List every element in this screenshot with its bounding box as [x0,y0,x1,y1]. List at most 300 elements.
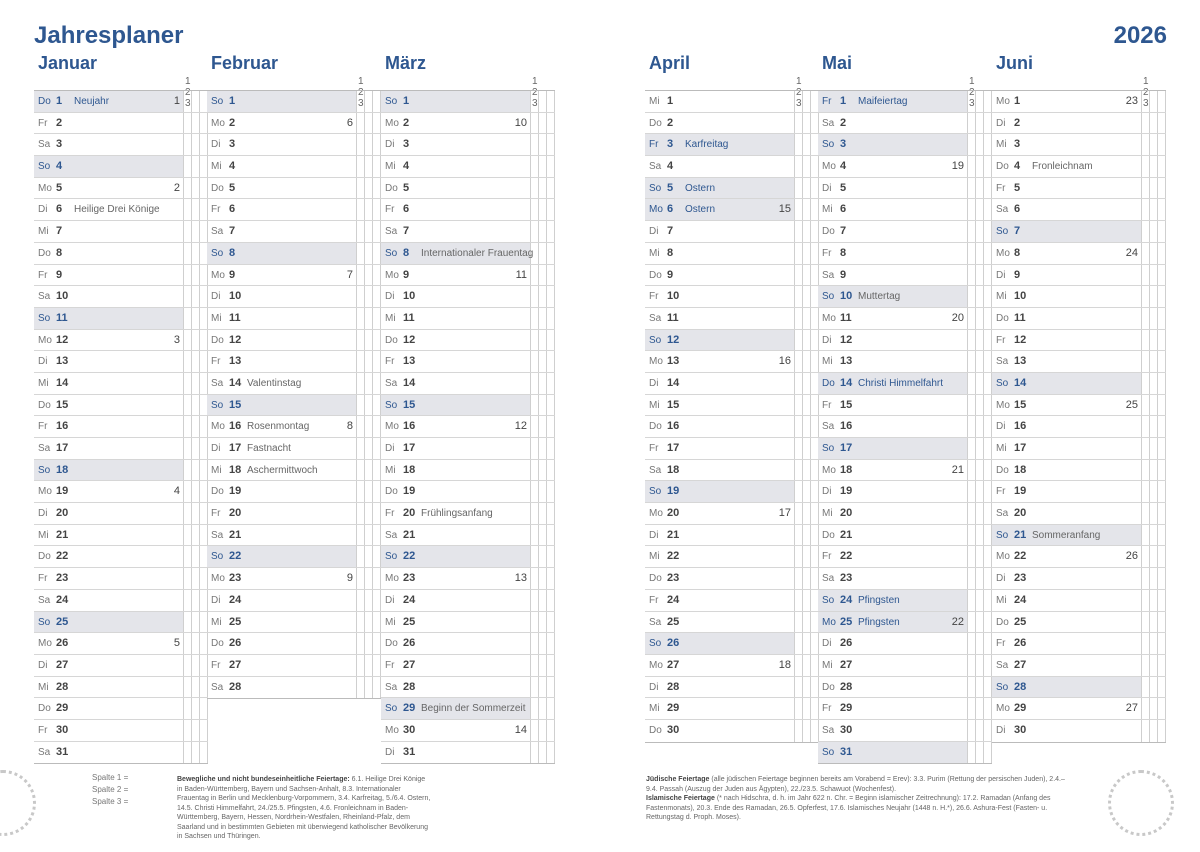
weekday: Fr [649,594,659,606]
day-row[interactable] [818,351,992,373]
day-number: 7 [229,225,236,238]
month-name: Juni [996,53,1034,73]
day-row[interactable] [34,308,208,330]
day-cell [645,243,794,264]
day-row[interactable] [381,351,555,373]
day-number: 20 [229,507,242,520]
day-cell [645,91,794,112]
weekday: Fr [649,443,659,454]
day-row[interactable] [992,243,1166,265]
day-row[interactable] [818,698,992,720]
day-row[interactable] [34,742,208,764]
day-row[interactable] [34,178,208,200]
day-row[interactable] [34,243,208,265]
day-row[interactable] [645,286,819,308]
day-cell [381,460,530,481]
day-number: 1 [403,95,410,107]
day-row[interactable] [34,503,208,525]
day-row[interactable] [992,655,1166,677]
weekday: So [385,96,398,107]
weekday: So [211,551,224,563]
day-row[interactable] [992,460,1166,482]
weekday: Di [38,356,48,368]
day-cell [818,308,967,329]
day-number: 2 [840,116,847,129]
day-cell [34,178,183,199]
day-row[interactable] [381,243,555,265]
weekday: Do [385,486,398,498]
day-row[interactable] [207,351,381,373]
day-row[interactable] [645,677,819,699]
day-row[interactable] [207,503,381,525]
weekday: Mo [38,638,52,650]
day-row[interactable] [818,395,992,417]
day-row[interactable] [992,91,1166,113]
weekday: Fr [649,291,659,303]
day-row[interactable] [207,655,381,677]
column-legend [92,772,128,808]
weekday: Sa [38,594,51,606]
day-row[interactable] [818,633,992,655]
day-cell [34,134,183,155]
day-cell [34,113,183,134]
day-number: 18 [229,463,242,476]
day-number: 3 [403,138,410,151]
day-row[interactable] [818,568,992,590]
day-cell [207,199,356,220]
column-header: 1 2 3 [1143,76,1149,109]
weekday: Sa [822,117,835,129]
day-row[interactable] [645,373,819,395]
holiday-name: Internationaler Frauentag [421,247,534,259]
day-row[interactable] [645,156,819,178]
day-number: 16 [667,420,680,433]
day-row[interactable] [818,113,992,135]
day-row[interactable] [645,243,819,265]
day-row[interactable] [381,91,555,113]
day-row[interactable] [992,525,1166,547]
day-row[interactable] [818,199,992,221]
day-row[interactable] [992,286,1166,308]
day-row[interactable] [34,351,208,373]
day-row[interactable] [34,199,208,221]
day-row[interactable] [645,221,819,243]
weekday: Mi [996,291,1007,303]
weekday: Mo [38,486,52,498]
day-row[interactable] [992,156,1166,178]
day-row[interactable] [381,612,555,634]
day-row[interactable] [381,221,555,243]
day-number: 31 [56,745,69,758]
day-row[interactable] [818,286,992,308]
day-row[interactable] [381,698,555,720]
day-row[interactable] [34,568,208,590]
day-row[interactable] [207,590,381,612]
day-row[interactable] [381,590,555,612]
day-row[interactable] [818,525,992,547]
day-row[interactable] [645,265,819,287]
day-cell [34,742,183,764]
day-row[interactable] [207,546,381,568]
day-row[interactable] [207,395,381,417]
footnote-religious-holidays [646,775,1066,823]
day-row[interactable] [207,330,381,352]
day-cell [992,612,1141,633]
day-cell [34,438,183,459]
day-row[interactable] [34,395,208,417]
day-list [381,90,555,764]
weekday: Sa [38,291,51,303]
day-row[interactable] [34,460,208,482]
weekday: Sa [211,529,224,541]
day-row[interactable] [207,243,381,265]
week-number: 1 [173,95,180,107]
day-row[interactable] [992,265,1166,287]
day-row[interactable] [645,590,819,612]
day-row[interactable] [207,416,381,438]
day-cell [381,590,530,611]
day-row[interactable] [645,113,819,135]
day-row[interactable] [381,633,555,655]
day-row[interactable] [645,503,819,525]
day-cell [645,525,794,546]
day-number: 9 [840,268,847,281]
day-cell [207,503,356,524]
day-row[interactable] [381,265,555,287]
day-row[interactable] [381,113,555,135]
day-row[interactable] [992,395,1166,417]
day-row[interactable] [992,351,1166,373]
day-row[interactable] [992,481,1166,503]
day-cell [381,633,530,654]
day-row[interactable] [381,720,555,742]
day-number: 7 [403,225,410,238]
week-number: 18 [778,658,791,671]
day-row[interactable] [818,416,992,438]
day-row[interactable] [645,546,819,568]
day-row[interactable] [381,395,555,417]
day-row[interactable] [381,742,555,764]
weekday: Fr [822,703,832,715]
day-row[interactable] [645,612,819,634]
day-cell [207,438,356,459]
day-cell [381,698,530,719]
weekday: Mo [996,96,1010,107]
day-number: 17 [667,442,680,454]
weekday: Di [996,117,1006,129]
day-row[interactable] [34,525,208,547]
day-row[interactable] [381,655,555,677]
day-row[interactable] [992,698,1166,720]
day-row[interactable] [645,351,819,373]
day-row[interactable] [818,460,992,482]
day-cell [818,265,967,286]
weekday: Do [38,551,51,563]
weekday: So [996,681,1009,693]
day-number: 8 [229,246,236,259]
day-row[interactable] [381,330,555,352]
day-cell [34,199,183,220]
day-row[interactable] [381,481,555,503]
day-row[interactable] [34,373,208,395]
day-number: 11 [1014,311,1026,324]
weekday: So [38,161,51,173]
day-row[interactable] [992,221,1166,243]
day-number: 7 [56,225,63,238]
holiday-name: Christi Himmelfahrt [858,377,944,389]
day-row[interactable] [992,438,1166,460]
day-row[interactable] [34,655,208,677]
day-row[interactable] [818,742,992,764]
day-row[interactable] [645,178,819,200]
day-row[interactable] [207,178,381,200]
day-number: 10 [56,290,69,303]
weekday: Mo [822,616,836,628]
day-row[interactable] [645,134,819,156]
day-number: 11 [56,311,68,324]
day-row[interactable] [207,221,381,243]
day-row[interactable] [34,590,208,612]
day-row[interactable] [992,373,1166,395]
day-row[interactable] [992,568,1166,590]
day-row[interactable] [818,243,992,265]
day-row[interactable] [645,568,819,590]
day-row[interactable] [645,91,819,113]
day-number: 2 [229,116,236,129]
day-row[interactable] [645,698,819,720]
day-row[interactable] [818,308,992,330]
weekday: So [649,182,662,194]
day-row[interactable] [207,525,381,547]
weekday: So [649,638,662,650]
day-number: 6 [1014,203,1021,216]
day-row[interactable] [992,113,1166,135]
day-row[interactable] [207,612,381,634]
day-row[interactable] [381,134,555,156]
day-row[interactable] [207,373,381,395]
column-header: 1 2 3 [358,76,364,109]
weekday: So [385,399,398,411]
weekday: Fr [211,356,221,368]
day-row[interactable] [381,525,555,547]
day-row[interactable] [34,612,208,634]
day-row[interactable] [381,199,555,221]
day-cell [992,568,1141,589]
day-row[interactable] [34,546,208,568]
footnote-holidays [177,775,432,842]
day-number: 25 [840,615,853,628]
week-number: 26 [1125,550,1138,563]
day-row[interactable] [34,330,208,352]
day-number: 18 [403,463,416,476]
weekday: Mo [385,117,399,129]
day-row[interactable] [381,546,555,568]
day-row[interactable] [818,178,992,200]
day-row[interactable] [207,481,381,503]
day-row[interactable] [992,416,1166,438]
holiday-name: Neujahr [74,96,110,107]
day-row[interactable] [992,330,1166,352]
day-cell [818,612,967,633]
day-row[interactable] [645,460,819,482]
day-row[interactable] [818,481,992,503]
day-row[interactable] [34,265,208,287]
weekday: Di [38,508,48,520]
day-row[interactable] [381,373,555,395]
weekday: Fr [38,724,48,736]
day-cell [818,720,967,741]
day-number: 12 [1014,333,1027,346]
day-row[interactable] [645,655,819,677]
day-row[interactable] [818,503,992,525]
day-row[interactable] [645,416,819,438]
day-row[interactable] [34,677,208,699]
day-row[interactable] [381,286,555,308]
day-row[interactable] [34,633,208,655]
day-row[interactable] [381,178,555,200]
month-name: März [385,53,427,73]
day-row[interactable] [34,698,208,720]
day-row[interactable] [34,221,208,243]
day-row[interactable] [992,503,1166,525]
day-row[interactable] [818,720,992,742]
weekday: So [996,377,1009,389]
day-row[interactable] [818,438,992,460]
day-row[interactable] [818,91,992,113]
day-row[interactable] [207,460,381,482]
day-row[interactable] [818,677,992,699]
day-cell [207,113,356,134]
day-row[interactable] [34,113,208,135]
day-row[interactable] [207,568,381,590]
day-row[interactable] [381,677,555,699]
holiday-name: Muttertag [858,291,901,303]
day-row[interactable] [818,373,992,395]
day-row[interactable] [645,720,819,742]
day-row[interactable] [645,438,819,460]
day-cell [992,330,1141,351]
day-row[interactable] [207,438,381,460]
day-row[interactable] [645,481,819,503]
day-row[interactable] [645,199,819,221]
day-row[interactable] [645,633,819,655]
day-row[interactable] [34,134,208,156]
day-row[interactable] [207,91,381,113]
day-row[interactable] [207,286,381,308]
day-row[interactable] [818,156,992,178]
day-row[interactable] [992,308,1166,330]
day-row[interactable] [34,438,208,460]
day-number: 5 [229,181,236,194]
day-row[interactable] [381,503,555,525]
day-row[interactable] [381,460,555,482]
day-row[interactable] [992,590,1166,612]
day-cell [207,373,356,394]
day-row[interactable] [207,156,381,178]
day-row[interactable] [645,330,819,352]
day-row[interactable] [34,91,208,113]
column-header: 1 2 3 [969,76,975,109]
day-cell [645,481,794,502]
day-row[interactable] [645,525,819,547]
day-row[interactable] [992,199,1166,221]
weekday: Fr [385,204,395,216]
day-row[interactable] [34,481,208,503]
day-number: 5 [56,181,63,194]
day-row[interactable] [381,308,555,330]
day-number: 2 [667,116,674,129]
day-number: 6 [229,203,236,216]
day-row[interactable] [34,416,208,438]
day-cell [645,395,794,416]
day-row[interactable] [381,568,555,590]
day-row[interactable] [818,655,992,677]
weekday: Di [211,291,221,303]
day-row[interactable] [992,546,1166,568]
day-number: 27 [840,658,853,671]
day-row[interactable] [645,308,819,330]
day-row[interactable] [207,633,381,655]
day-row[interactable] [207,308,381,330]
weekday: Mi [211,161,222,173]
day-row[interactable] [34,156,208,178]
day-row[interactable] [992,134,1166,156]
weekday: Fr [211,659,221,671]
day-number: 11 [403,311,415,324]
day-row[interactable] [645,395,819,417]
day-row[interactable] [818,265,992,287]
day-number: 28 [56,680,69,693]
day-row[interactable] [381,438,555,460]
week-number: 15 [778,203,791,216]
day-row[interactable] [992,633,1166,655]
weekday: Mo [996,703,1010,715]
weekday: So [385,247,398,259]
day-row[interactable] [818,221,992,243]
day-row[interactable] [381,156,555,178]
day-number: 20 [1014,507,1027,520]
day-row[interactable] [992,612,1166,634]
day-row[interactable] [207,199,381,221]
day-row[interactable] [992,677,1166,699]
day-row[interactable] [818,134,992,156]
day-row[interactable] [207,113,381,135]
weekday: Fr [822,399,832,411]
day-row[interactable] [34,720,208,742]
day-row[interactable] [207,134,381,156]
footnote-heading: Bewegliche und nicht bundeseinheitliche Feiertage: [177,776,350,783]
day-row[interactable] [34,286,208,308]
holiday-name: Ostern [685,204,716,216]
day-row[interactable] [207,265,381,287]
day-row[interactable] [818,590,992,612]
day-row[interactable] [818,546,992,568]
day-row[interactable] [992,178,1166,200]
day-cell [992,655,1141,676]
day-row[interactable] [207,677,381,699]
weekday: Mi [649,247,660,259]
day-cell [992,286,1141,307]
weekday: Mi [822,356,833,368]
day-row[interactable] [818,612,992,634]
day-cell [992,373,1141,394]
week-number: 22 [951,615,964,628]
day-row[interactable] [381,416,555,438]
day-number: 30 [1014,723,1027,736]
day-row[interactable] [818,330,992,352]
day-row[interactable] [992,720,1166,742]
day-number: 15 [56,398,69,411]
